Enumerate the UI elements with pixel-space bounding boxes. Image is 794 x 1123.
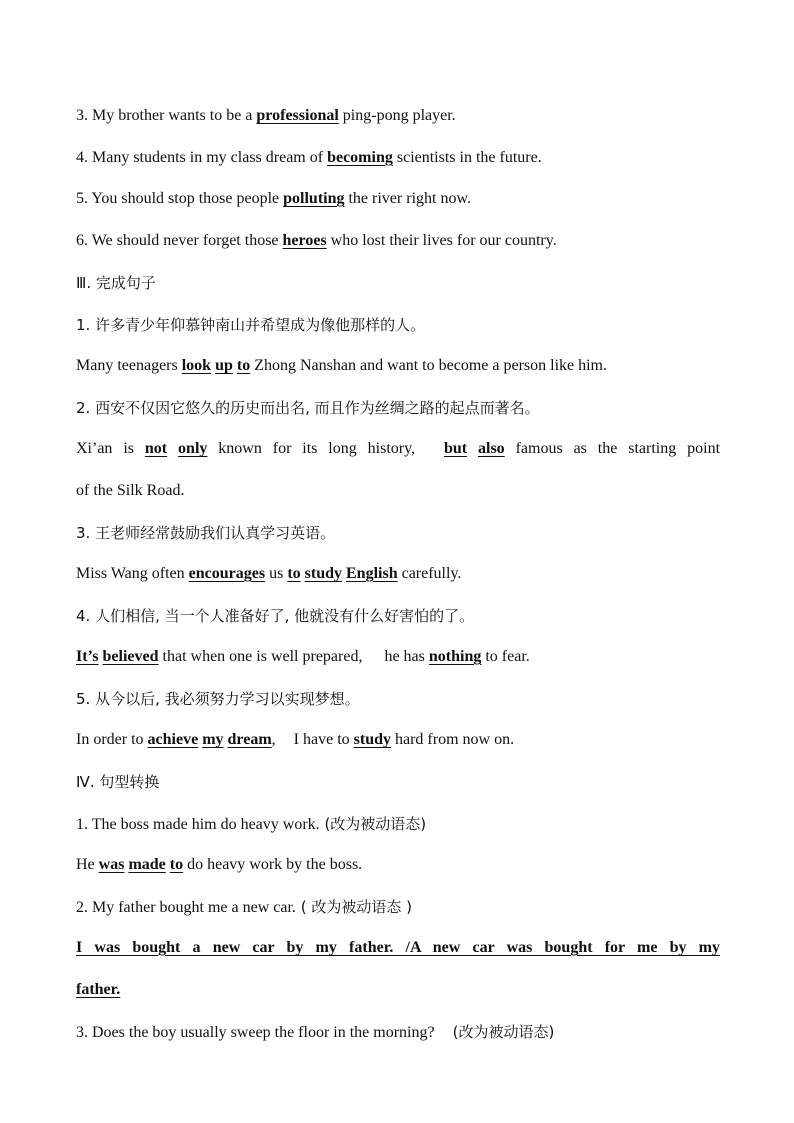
question-hint: (改为被动语态)	[319, 815, 427, 833]
answer-word: heroes	[282, 232, 327, 249]
transform-question-1	[76, 814, 720, 835]
question-2-chinese: 2. 西安不仅因它悠久的历史而出名, 而且作为丝绸之路的起点而著名。	[76, 399, 540, 417]
answer-word: dream	[227, 731, 272, 748]
answer-text: I have to	[293, 731, 354, 748]
answer-word: but	[443, 440, 468, 457]
fill-item-3	[76, 106, 720, 126]
answer-word: nothing	[428, 648, 482, 665]
answer-word: study	[353, 731, 391, 748]
answer-word: encourages	[188, 565, 266, 582]
answer-word: to	[236, 357, 251, 374]
item-text: who lost their lives for our country.	[326, 232, 557, 249]
answer-word: study	[304, 565, 342, 582]
answer-text: carefully.	[397, 565, 462, 582]
answer-word: polluting	[283, 190, 345, 207]
answer-3	[76, 564, 720, 584]
answer-word: English	[346, 565, 398, 582]
question-5-chinese: 5. 从今以后, 我必须努力学习以实现梦想。	[76, 690, 360, 708]
answer-text: that when one is well prepared,	[158, 648, 367, 665]
answer-word: not	[144, 440, 168, 457]
answer-1	[76, 356, 720, 376]
transform-question-3	[76, 1022, 720, 1043]
answer-word: professional	[256, 107, 339, 124]
answer-text: hard from now on.	[391, 731, 515, 748]
fill-item-5	[76, 189, 720, 209]
answer-word: It’s	[76, 648, 99, 665]
answer-word: was	[98, 856, 125, 873]
answer-word: believed	[102, 648, 159, 665]
answer-text: he has	[384, 648, 429, 665]
section-4-heading: Ⅳ. 句型转换	[76, 773, 160, 791]
answer-2-continued: of the Silk Road.	[76, 482, 185, 499]
transform-answer-1	[76, 855, 720, 875]
item-text: 6. We should never forget those	[76, 232, 283, 249]
answer-text: In order to	[76, 731, 148, 748]
question-text: 1. The boss made him do heavy work.	[76, 816, 320, 833]
item-text: scientists in the future.	[392, 149, 542, 166]
answer-text: Zhong Nanshan and want to become a person like him.	[250, 357, 607, 374]
answer-word: to	[169, 856, 184, 873]
item-text: the river right now.	[344, 190, 471, 207]
answer-2	[76, 439, 720, 459]
item-text: 4. Many students in my class dream of	[76, 149, 328, 166]
question-4-chinese: 4. 人们相信, 当一个人准备好了, 他就没有什么好害怕的了。	[76, 607, 475, 625]
answer-text: us	[265, 565, 288, 582]
section-3-heading: Ⅲ. 完成句子	[76, 274, 156, 292]
item-text: 5. You should stop those people	[76, 190, 284, 207]
answer-word: look	[181, 357, 212, 374]
answer-5	[76, 730, 720, 750]
answer-sentence: father.	[76, 981, 121, 998]
answer-word: also	[478, 440, 505, 457]
answer-word: my	[202, 731, 224, 748]
question-hint: ( 改为被动语态 )	[295, 898, 412, 916]
answer-word: achieve	[147, 731, 199, 748]
answer-text: Xi’an is	[76, 440, 145, 457]
answer-text: do heavy work by the boss.	[183, 856, 363, 873]
fill-item-6	[76, 231, 720, 251]
answer-text: He	[76, 856, 99, 873]
answer-word: made	[128, 856, 166, 873]
answer-word: becoming	[327, 149, 393, 166]
transform-answer-2-continued	[76, 980, 720, 1000]
transform-answer-2	[76, 938, 720, 958]
answer-text: famous as the starting point	[504, 440, 721, 457]
fill-item-4	[76, 148, 720, 168]
question-3-chinese: 3. 王老师经常鼓励我们认真学习英语。	[76, 524, 336, 542]
item-text: 3. My brother wants to be a	[76, 107, 257, 124]
answer-word: only	[178, 440, 208, 457]
answer-text: ,	[271, 731, 276, 748]
answer-text: to fear.	[481, 648, 530, 665]
item-text: ping-pong player.	[338, 107, 456, 124]
answer-text: Miss Wang often	[76, 565, 189, 582]
transform-question-2	[76, 897, 720, 918]
question-1-chinese: 1. 许多青少年仰慕钟南山并希望成为像他那样的人。	[76, 316, 426, 334]
question-hint: (改为被动语态)	[452, 1023, 555, 1041]
question-text: 3. Does the boy usually sweep the floor in the morning?	[76, 1024, 435, 1041]
answer-word: to	[287, 565, 301, 582]
answer-word: up	[215, 357, 233, 374]
question-text: 2. My father bought me a new car.	[76, 899, 296, 916]
answer-sentence: I was bought a new car by my father. /A new car was bought for me by my	[76, 939, 720, 956]
answer-4	[76, 647, 720, 667]
answer-text: Many teenagers	[76, 357, 182, 374]
answer-text: known for its long history,	[207, 440, 426, 457]
